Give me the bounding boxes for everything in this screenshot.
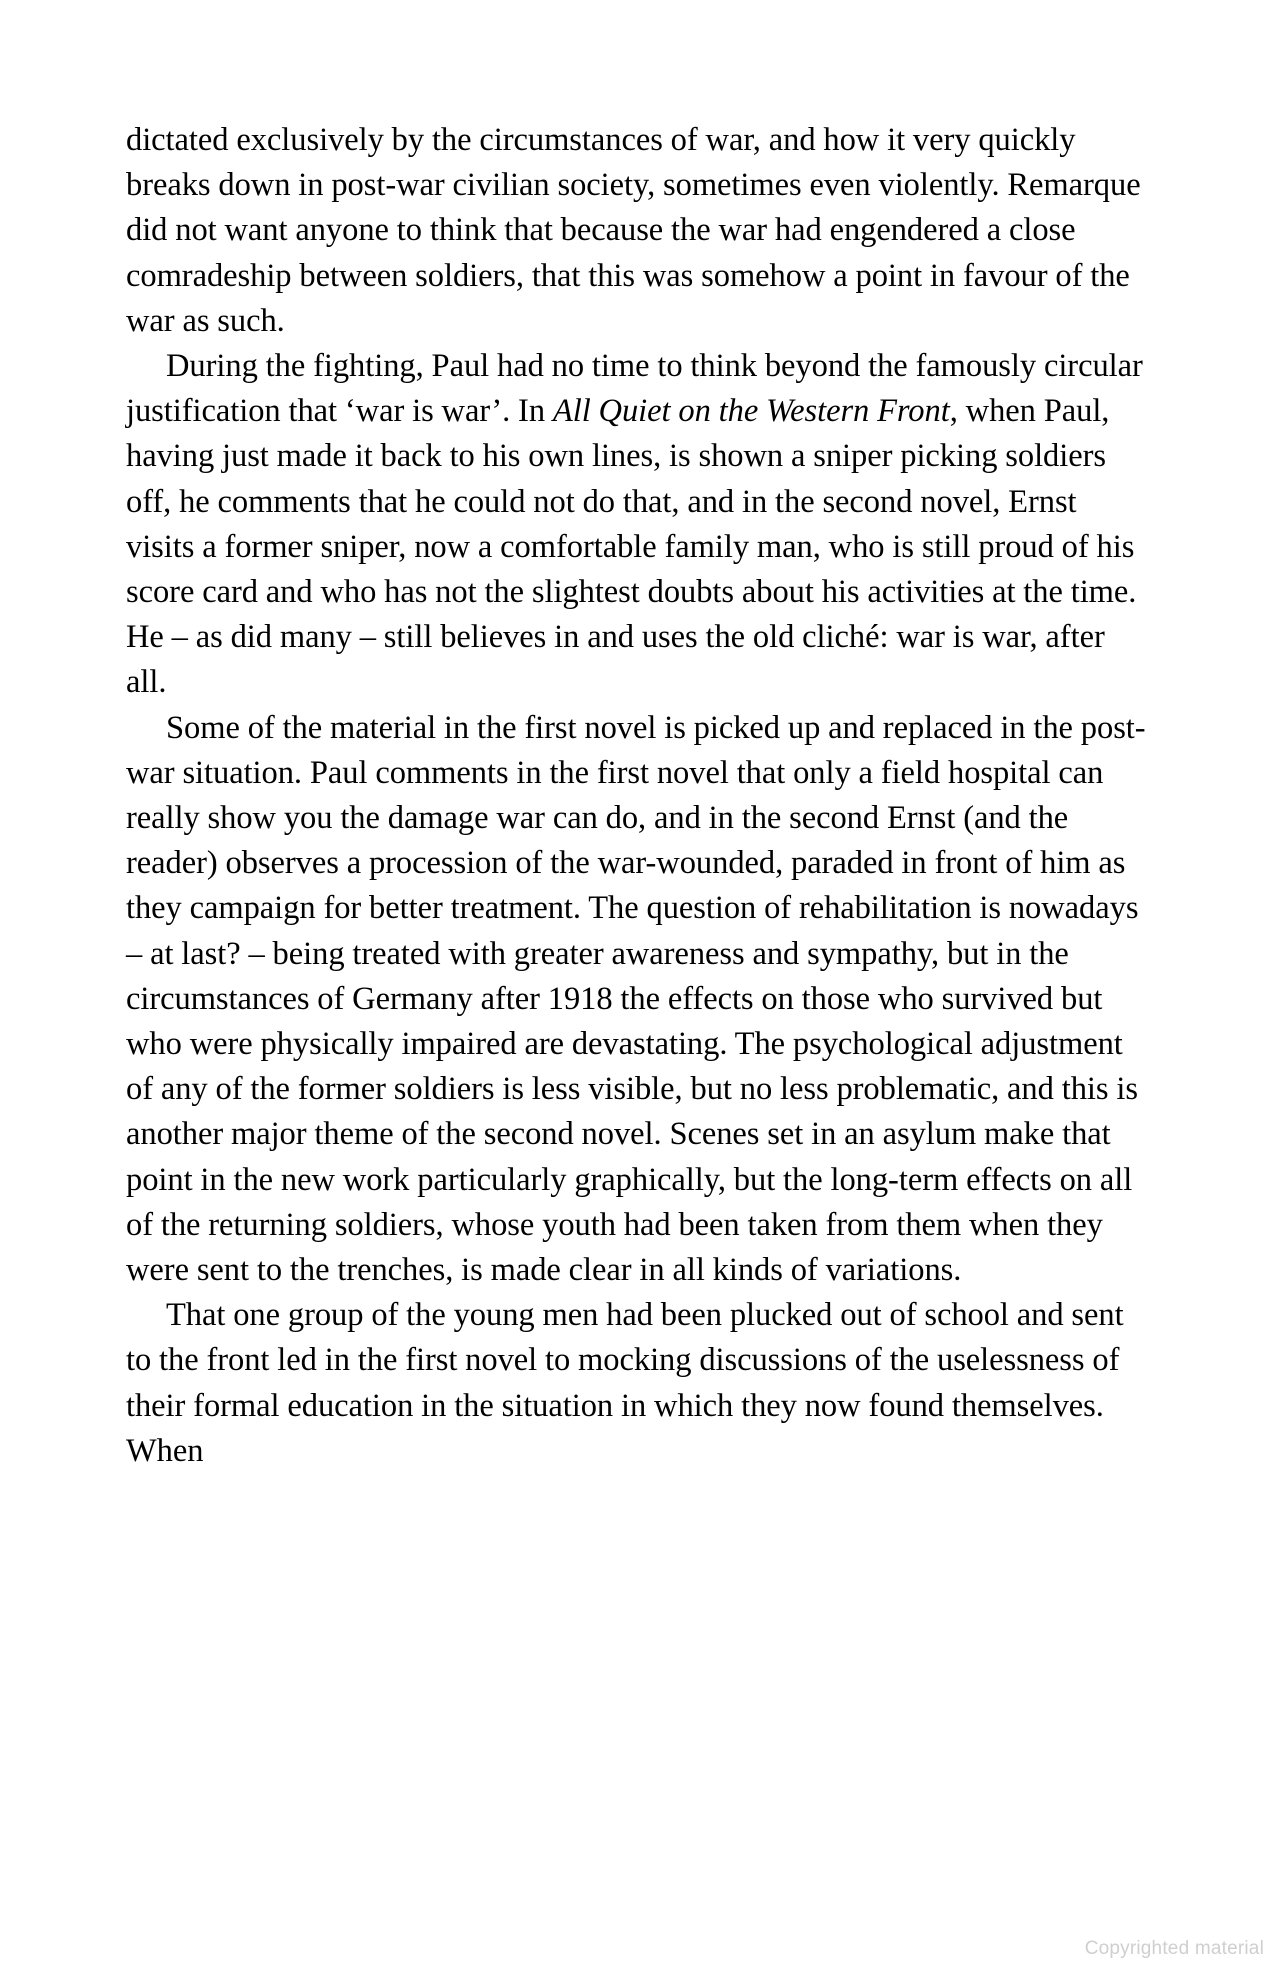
paragraph-2-segment-1-roman: During the fighting, Paul had no time to think beyond the famously circular justification that ‘war is war’. In <box>126 348 1151 430</box>
paragraph-3-segment-1-roman: Some of the material in the first novel is picked up and replaced in the post-war situation. Paul comments in the first novel that only a field hospital can really show you the damage war can do, and in the second Ernst (and the reader) observes a procession of the war-wounded, paraded in front of him as they campaign for better treatment. The question of rehabilitation is nowadays – at last? – being treated with greater awareness and sympathy, but in the circumstances of Germany after 1918 the effects on those who survived but who were physically impaired are devastating. The psychological adjustment of any of the former soldiers is less visible, but no less problematic, and this is another major theme of the second novel. Scenes set in an asylum make that point in the new work particularly graphically, but the long-term effects on all of the returning soldiers, whose youth had been taken from them when they were sent to the trenches, is made clear in all kinds of variations. <box>126 709 1147 1289</box>
paragraph-2-segment-2-italic: All Quiet on the Western Front <box>552 393 950 430</box>
paragraph-2 <box>126 344 1151 706</box>
paragraph-4 <box>126 1293 1146 1474</box>
page-body-text <box>126 118 1151 1474</box>
paragraph-2-segment-3-roman: , when Paul, having just made it back to his own lines, is shown a sniper picking soldiers off, he comments that he could not do that, and in the second novel, Ernst visits a former sniper, now a comfortable family man, who is still proud of his score card and who has not the slightest doubts about his activities at the time. He – as did many – still believes in and uses the old cliché: war is war, after all. <box>126 393 1145 701</box>
paragraph-3 <box>126 706 1146 1294</box>
paragraph-1-segment-1-roman: dictated exclusively by the circumstances of war, and how it very quickly breaks down in post-war civilian society, sometimes even violently. Remarque did not want anyone to think that because the war had engendered a close comradeship between soldiers, that this was somehow a point in favour of the war as such. <box>126 122 1149 339</box>
copyright-watermark: Copyrighted material <box>1084 1938 1264 1959</box>
paragraph-4-segment-1-roman: That one group of the young men had been plucked out of school and sent to the front led in the first novel to mocking discussions of the uselessness of their formal education in the situation in which they now found themselves. When <box>126 1297 1132 1469</box>
paragraph-1 <box>126 118 1149 344</box>
